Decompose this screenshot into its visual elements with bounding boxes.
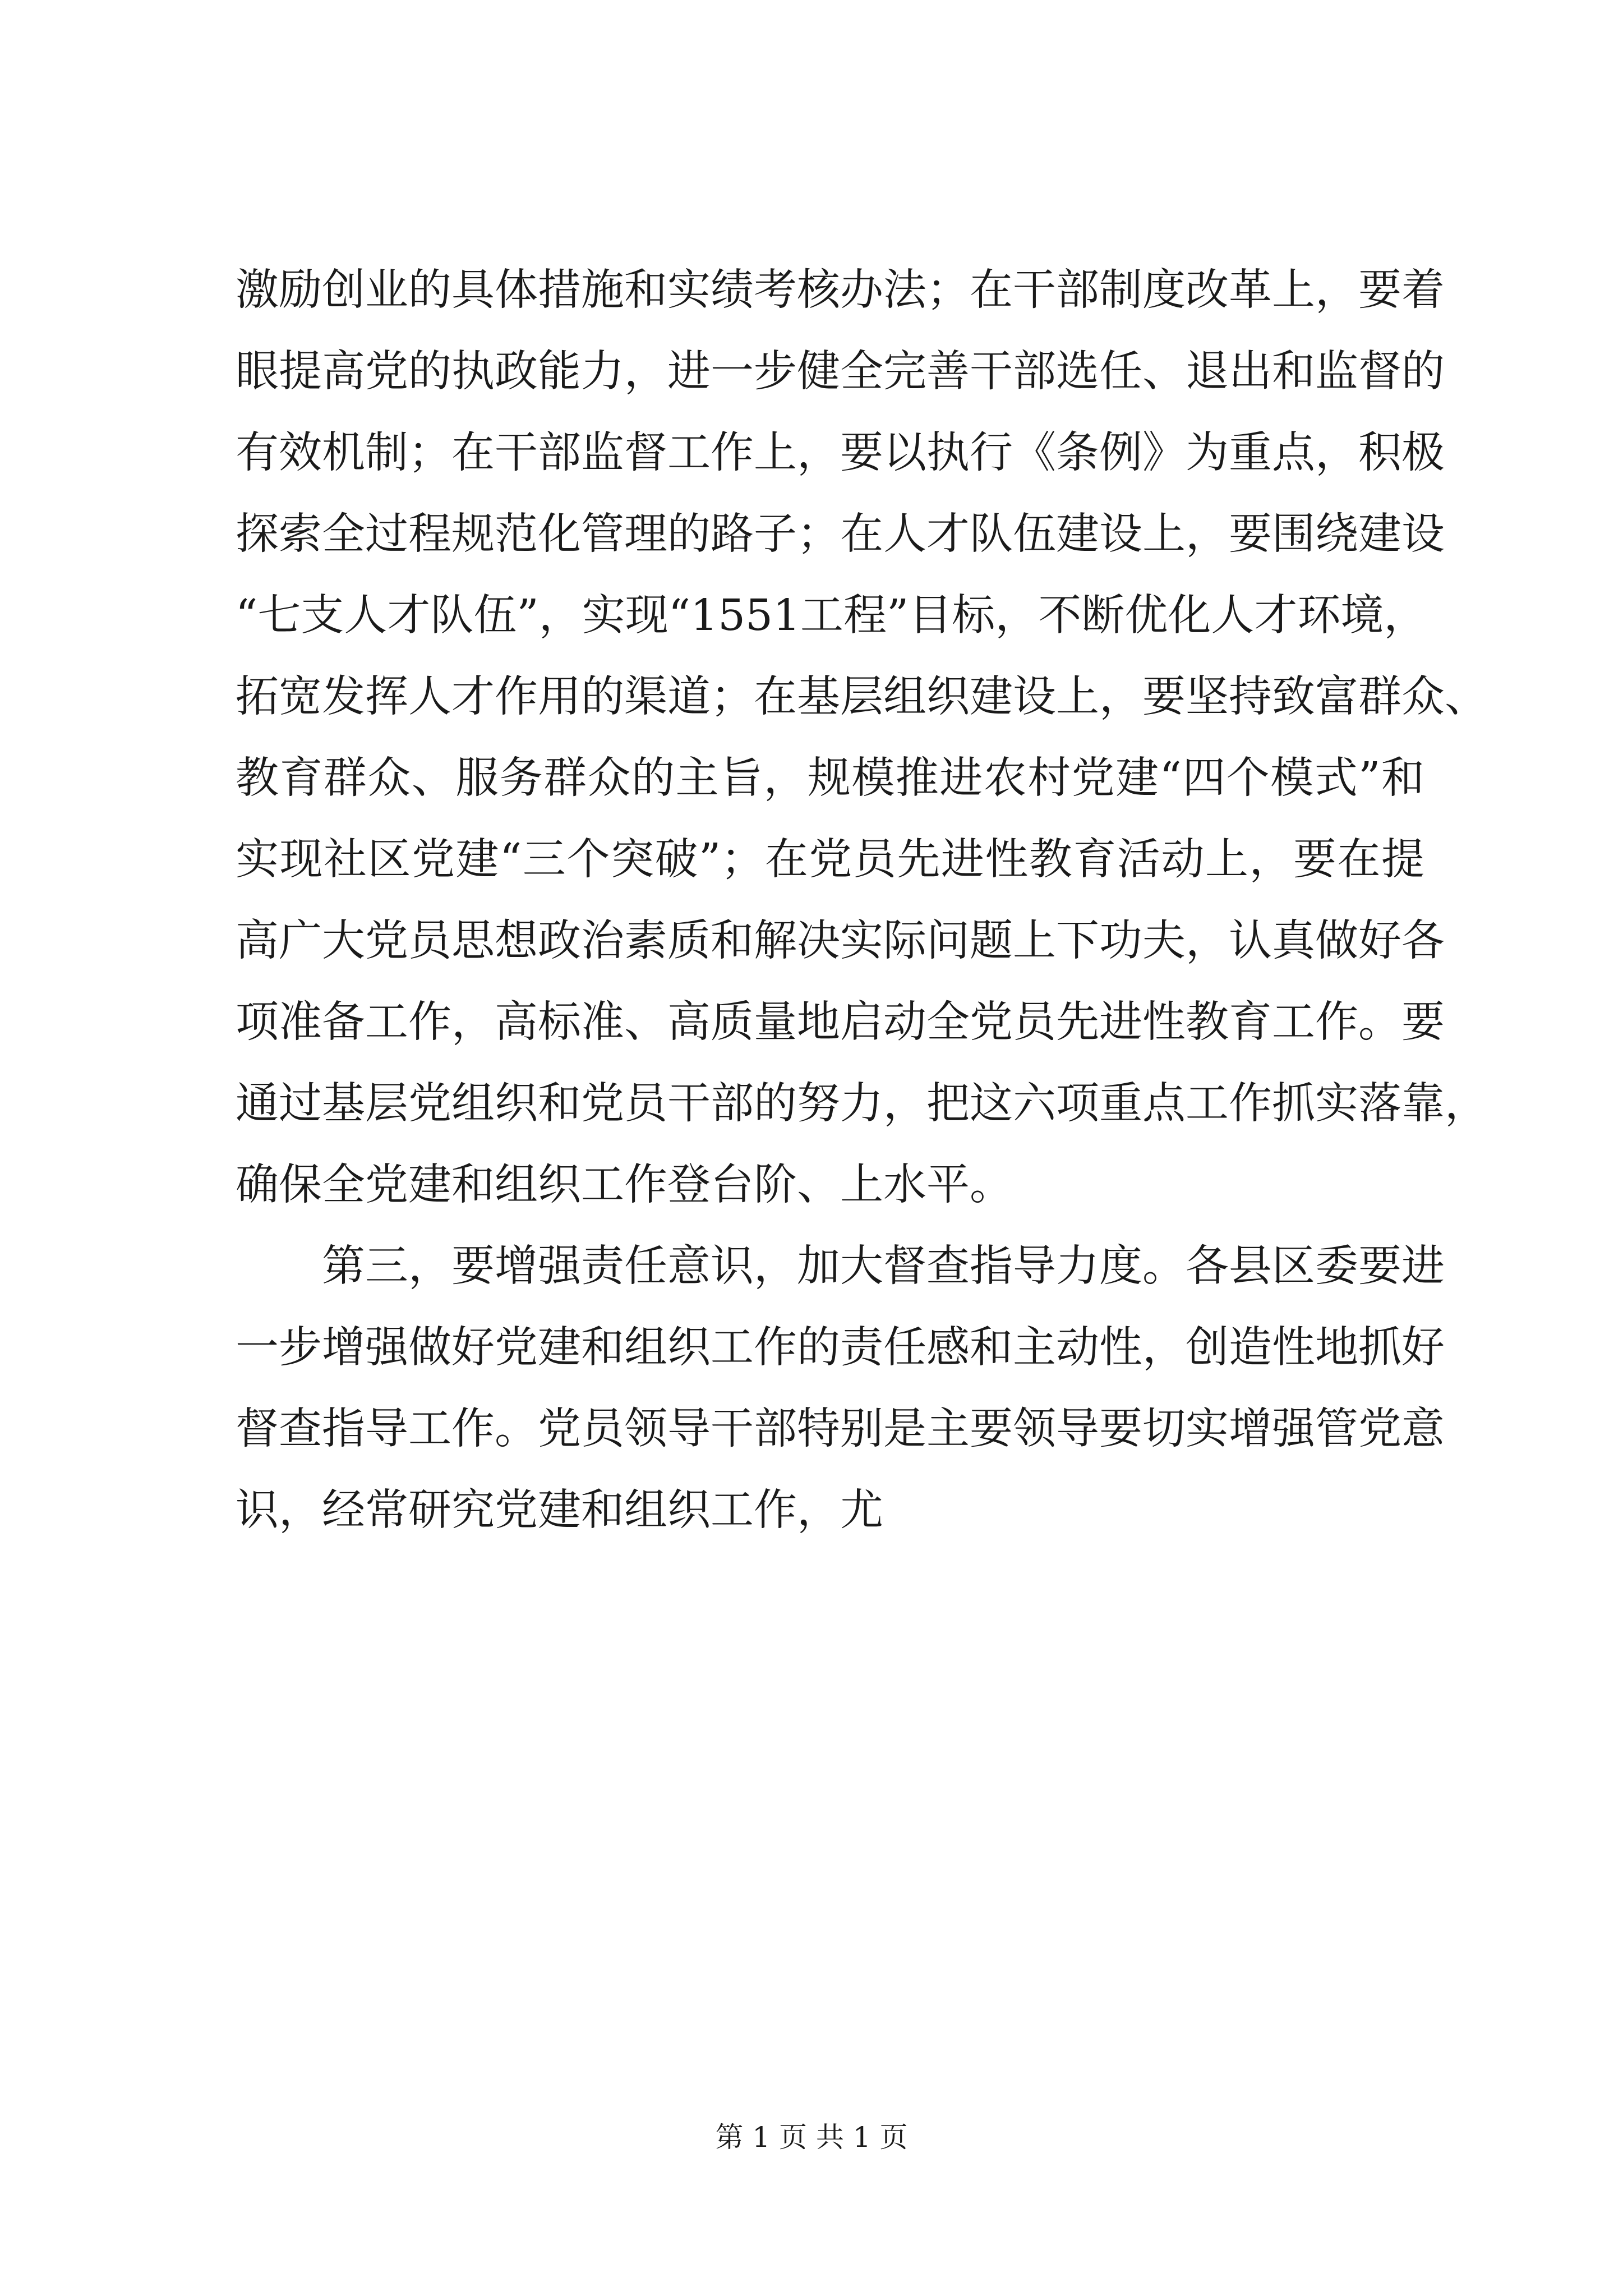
text-line: “七支人才队伍”，实现“1551工程”目标，不断优化人才环境， [236, 591, 1427, 641]
text-line: 实现社区党建“三个突破”；在党员先进性教育活动上，要在提 [236, 835, 1424, 885]
text-line: 一步增强做好党建和组织工作的责任感和主动性，创造性地抓好 [236, 1323, 1445, 1373]
text-line: 通过基层党组织和党员干部的努力，把这六项重点工作抓实落靠， [236, 1079, 1488, 1129]
text-line: 第三，要增强责任意识，加大督查指导力度。各县区委要进 [322, 1241, 1445, 1291]
text-line: 督查指导工作。党员领导干部特别是主要领导要切实增强管党意 [236, 1404, 1445, 1454]
paragraph-2 [236, 1226, 1445, 1551]
text-line: 高广大党员思想政治素质和解决实际问题上下功夫，认真做好各 [236, 916, 1445, 966]
text-line: 眼提高党的执政能力，进一步健全完善干部选任、退出和监督的 [236, 347, 1445, 397]
text-line: 激励创业的具体措施和实绩考核办法；在干部制度改革上，要着 [236, 265, 1445, 315]
document-body [236, 250, 1488, 1551]
page-number-footer: 第 1 页 共 1 页 [715, 2121, 908, 2154]
text-line: 有效机制；在干部监督工作上，要以执行《条例》为重点，积极 [236, 428, 1445, 478]
text-line: 确保全党建和组织工作登台阶、上水平。 [236, 1160, 1013, 1210]
text-line: 教育群众、服务群众的主旨，规模推进农村党建“四个模式”和 [236, 753, 1424, 803]
text-line: 拓宽发挥人才作用的渠道；在基层组织建设上，要坚持致富群众、 [236, 672, 1488, 722]
paragraph-1 [236, 250, 1488, 1226]
text-line: 探索全过程规范化管理的路子；在人才队伍建设上，要围绕建设 [236, 509, 1445, 559]
text-line: 识，经常研究党建和组织工作，尤 [236, 1485, 883, 1535]
text-line: 项准备工作，高标准、高质量地启动全党员先进性教育工作。要 [236, 997, 1445, 1047]
